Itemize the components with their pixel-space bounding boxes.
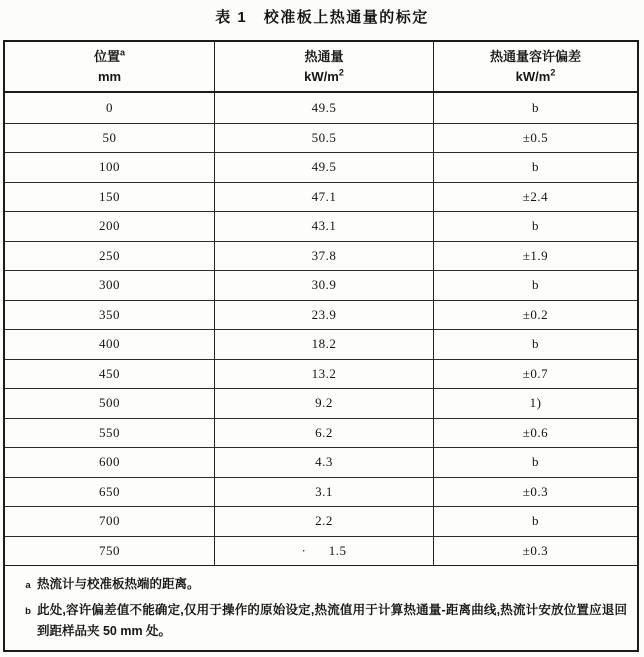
cell-tolerance: b <box>532 218 539 234</box>
table-row <box>5 152 637 182</box>
footnote-a-marker: a <box>25 580 31 591</box>
cell-tolerance: ±0.3 <box>522 542 549 558</box>
col-header-tolerance <box>434 42 637 91</box>
cell-position: 400 <box>5 330 215 359</box>
col-header-tolerance-unit: $kW/m^2$ <box>515 67 556 84</box>
cell-heat-flux: 49.5 <box>215 93 434 123</box>
cell-heat-flux: 30.9 <box>215 271 434 300</box>
footnote-b <box>19 600 627 642</box>
cell-position: 200 <box>5 212 215 241</box>
cell-position: 50 <box>5 124 215 153</box>
table-row <box>5 447 637 477</box>
cell-heat-flux: 18.2 <box>215 330 434 359</box>
col-header-tolerance-label: 热通量容许偏差 <box>489 48 581 64</box>
cell-position: 650 <box>5 478 215 507</box>
table-row <box>5 506 637 536</box>
cell-heat-flux: 3.1 <box>215 478 434 507</box>
cell-tolerance: ±1.9 <box>522 247 549 263</box>
col-header-heat-flux-label: 热通量 <box>304 48 344 64</box>
table-row <box>5 211 637 241</box>
table-body <box>5 93 637 565</box>
cell-position: 600 <box>5 448 215 477</box>
cell-tolerance: 1) <box>529 395 542 411</box>
footnote-a <box>19 574 627 596</box>
cell-position: 300 <box>5 271 215 300</box>
cell-heat-flux: 50.5 <box>215 124 434 153</box>
footnote-ref-a: a <box>120 47 126 58</box>
cell-tolerance: ±0.5 <box>522 129 549 145</box>
calibration-table <box>3 40 639 652</box>
cell-heat-flux: 23.9 <box>215 301 434 330</box>
cell-position: 550 <box>5 419 215 448</box>
footnote-b-text: 此处,容许偏差值不能确定,仅用于操作的原始设定,热流值用于计算热通量-距离曲线,热流计安放位置应退回到距样品夹 50 mm 处。 <box>37 603 627 638</box>
table-row <box>5 123 637 153</box>
cell-heat-flux: 37.8 <box>215 242 434 271</box>
cell-position: 450 <box>5 360 215 389</box>
table-title: 表 1 校准板上热通量的标定 <box>215 9 429 26</box>
cell-heat-flux: 2.2 <box>215 507 434 536</box>
footnote-b-marker: b <box>25 606 31 617</box>
table-header-row <box>5 42 637 93</box>
cell-tolerance: b <box>532 336 539 352</box>
table-row <box>5 270 637 300</box>
cell-tolerance: ±2.4 <box>522 188 549 204</box>
cell-position: 250 <box>5 242 215 271</box>
cell-heat-flux: 13.2 <box>215 360 434 389</box>
table-row <box>5 477 637 507</box>
cell-tolerance: ±0.2 <box>522 306 549 322</box>
cell-position: 100 <box>5 153 215 182</box>
cell-heat-flux: · 1.5 <box>215 537 434 566</box>
cell-position: 750 <box>5 537 215 566</box>
table-row <box>5 182 637 212</box>
cell-position: 350 <box>5 301 215 330</box>
cell-position: 150 <box>5 183 215 212</box>
cell-heat-flux: 49.5 <box>215 153 434 182</box>
table-row <box>5 536 637 566</box>
cell-tolerance: ±0.3 <box>522 483 549 499</box>
col-header-heat-flux-unit: $kW/m^2$ <box>304 67 344 84</box>
cell-tolerance: b <box>532 277 539 293</box>
cell-tolerance: ±0.7 <box>522 365 549 381</box>
cell-heat-flux: 9.2 <box>215 389 434 418</box>
table-row <box>5 418 637 448</box>
col-header-heat-flux <box>215 42 434 91</box>
col-header-position-unit: mm <box>97 68 122 84</box>
col-header-position-label: 位置$^a$ <box>93 47 126 64</box>
cell-position: 700 <box>5 507 215 536</box>
footnote-a-text: 热流计与校准板热端的距离。 <box>37 577 200 591</box>
table-row <box>5 388 637 418</box>
cell-tolerance: b <box>532 454 539 470</box>
cell-position: 500 <box>5 389 215 418</box>
table-row <box>5 329 637 359</box>
cell-tolerance: ±0.6 <box>522 424 549 440</box>
footnotes-section <box>5 565 637 650</box>
cell-tolerance: b <box>532 159 539 175</box>
cell-tolerance: b <box>532 99 539 115</box>
col-header-position <box>5 42 215 91</box>
table-row <box>5 300 637 330</box>
cell-tolerance: b <box>532 513 539 529</box>
table-row <box>5 359 637 389</box>
cell-heat-flux: 4.3 <box>215 448 434 477</box>
cell-heat-flux: 47.1 <box>215 183 434 212</box>
table-row <box>5 93 637 123</box>
cell-heat-flux: 43.1 <box>215 212 434 241</box>
cell-heat-flux: 6.2 <box>215 419 434 448</box>
table-row <box>5 241 637 271</box>
cell-position: 0 <box>5 93 215 123</box>
